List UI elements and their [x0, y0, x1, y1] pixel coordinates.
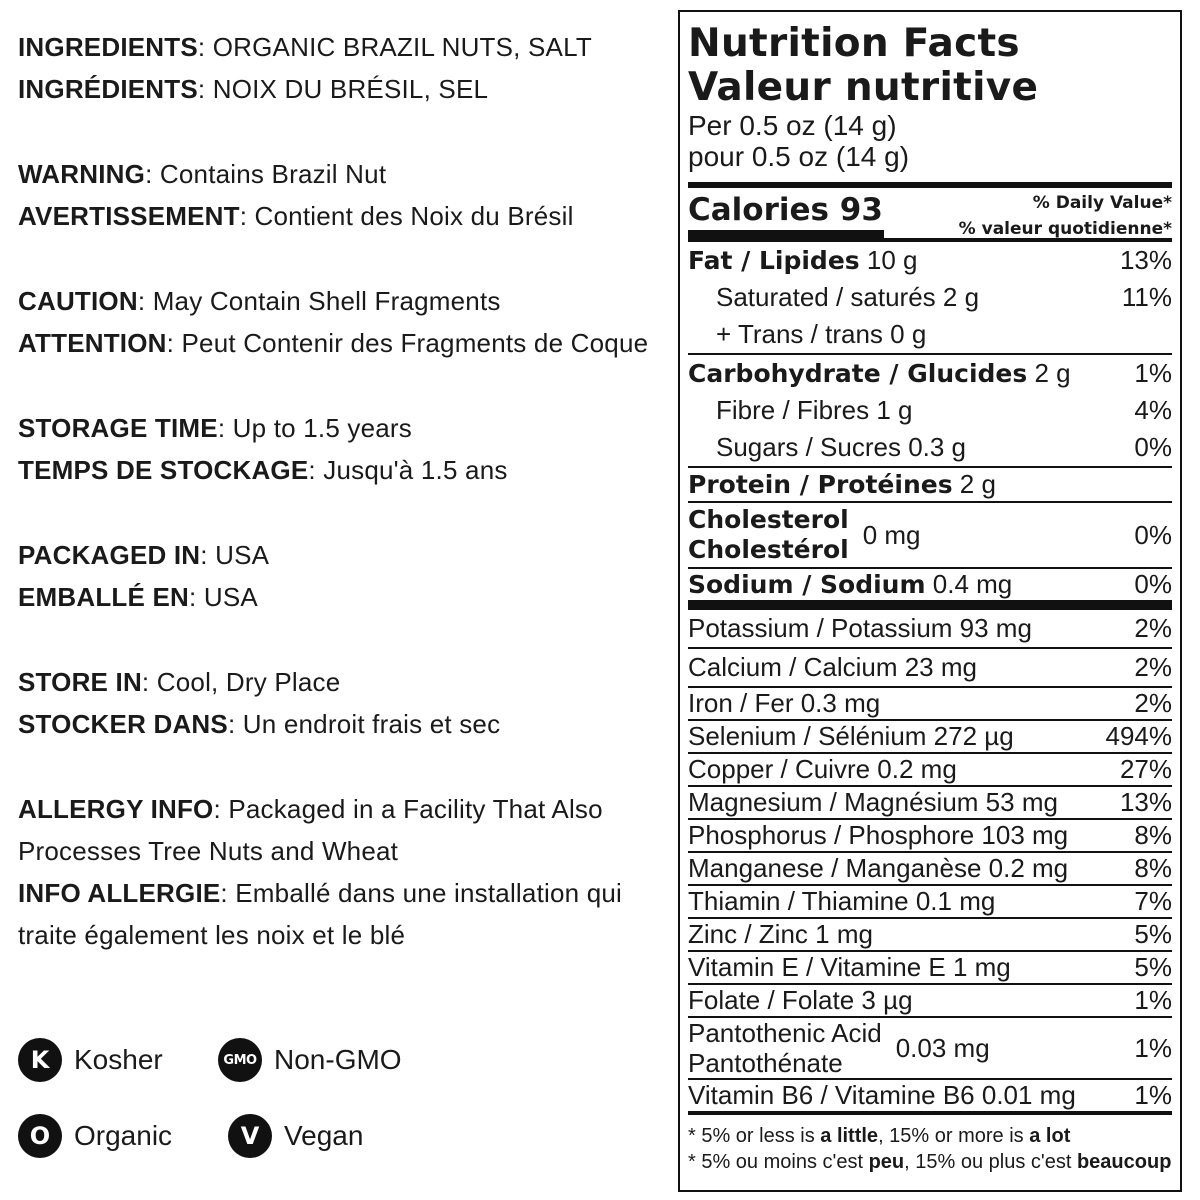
mineral-row: Calcium / Calcium 23 mg 2%	[688, 649, 1172, 688]
ingredients-en: INGREDIENTS: ORGANIC BRAZIL NUTS, SALT	[18, 32, 592, 62]
organic-icon: O	[18, 1114, 62, 1158]
fat-row: Fat / Lipides 10 g 13%	[688, 245, 1172, 275]
trans-row: + Trans / trans 0 g	[716, 319, 927, 349]
pantothenic-acid-row: Pantothenic Acid Pantothénate 0.03 mg 1%	[688, 1018, 1172, 1078]
mineral-row: Phosphorus / Phosphore 103 mg 8%	[688, 820, 1172, 853]
storage-time-fr: TEMPS DE STOCKAGE: Jusqu'à 1.5 ans	[18, 455, 508, 485]
non-gmo-badge	[218, 1038, 402, 1082]
title-valeur-nutritive: Valeur nutritive	[688, 65, 1039, 110]
organic-label: Organic	[74, 1120, 173, 1151]
product-info-column	[18, 26, 668, 956]
mineral-row: Potassium / Potassium 93 mg 2%	[688, 610, 1172, 649]
serving-size-en: Per 0.5 oz (14 g)	[688, 110, 897, 141]
storage-time-en: STORAGE TIME: Up to 1.5 years	[18, 413, 412, 443]
warning-en: WARNING: Contains Brazil Nut	[18, 159, 387, 189]
kosher-badge	[18, 1038, 163, 1082]
title-nutrition-facts: Nutrition Facts	[688, 21, 1020, 66]
fibre-row: Fibre / Fibres 1 g 4%	[716, 395, 1172, 425]
serving-size-fr: pour 0.5 oz (14 g)	[688, 141, 910, 172]
non-gmo-icon: GMO	[218, 1038, 262, 1082]
organic-badge	[18, 1114, 172, 1158]
calories-row	[688, 188, 1172, 238]
vitamin-b6-row: Vitamin B6 / Vitamine B6 0.01 mg 1%	[688, 1080, 1172, 1110]
mineral-row: Vitamin E / Vitamine E 1 mg 5%	[688, 952, 1172, 985]
caution-fr: ATTENTION: Peut Contenir des Fragments de Coque	[18, 328, 649, 358]
allergy-info-en: ALLERGY INFO: Packaged in a Facility That Also Processes Tree Nuts and Wheat	[18, 794, 603, 866]
warning-fr: AVERTISSEMENT: Contient des Noix du Brésil	[18, 201, 574, 231]
calories-bar	[688, 230, 884, 238]
ingredients-fr: INGRÉDIENTS: NOIX DU BRÉSIL, SEL	[18, 74, 489, 104]
protein-row: Protein / Protéines 2 g	[688, 469, 996, 499]
saturated-row: Saturated / saturés 2 g 11%	[716, 282, 1172, 312]
calories: Calories 93	[688, 192, 883, 228]
sugars-row: Sugars / Sucres 0.3 g 0%	[716, 432, 1172, 462]
allergy-info-fr: INFO ALLERGIE: Emballé dans une installation qui traite également les noix et le blé	[18, 878, 623, 950]
sodium-row: Sodium / Sodium 0.4 mg 0%	[688, 569, 1172, 599]
mineral-row: Folate / Folate 3 µg 1%	[688, 985, 1172, 1018]
kosher-label: Kosher	[74, 1044, 163, 1075]
non-gmo-label: Non-GMO	[274, 1044, 402, 1075]
vegan-icon: V	[228, 1114, 272, 1158]
mineral-row: Selenium / Sélénium 272 µg 494%	[688, 721, 1172, 754]
certification-badges	[18, 1038, 438, 1178]
mineral-row: Zinc / Zinc 1 mg 5%	[688, 919, 1172, 952]
mineral-row: Magnesium / Magnésium 53 mg 13%	[688, 787, 1172, 820]
packaged-in-fr: EMBALLÉ EN: USA	[18, 582, 258, 612]
kosher-icon: K	[18, 1038, 62, 1082]
store-in-en: STORE IN: Cool, Dry Place	[18, 667, 341, 697]
nutrition-facts-panel	[678, 10, 1182, 1192]
carbohydrate-row: Carbohydrate / Glucides 2 g 1%	[688, 358, 1172, 388]
mineral-row: Iron / Fer 0.3 mg 2%	[688, 688, 1172, 721]
vegan-badge	[228, 1114, 363, 1158]
vegan-label: Vegan	[284, 1120, 364, 1151]
daily-value-heading: % Daily Value* % valeur quotidienne*	[958, 193, 1172, 239]
store-in-fr: STOCKER DANS: Un endroit frais et sec	[18, 709, 501, 739]
daily-value-footnote: * 5% or less is a little, 15% or more is a lot * 5% ou moins c'est peu, 15% ou plus c'est beaucoup	[688, 1125, 1172, 1173]
mineral-row: Manganese / Manganèse 0.2 mg 8%	[688, 853, 1172, 886]
caution-en: CAUTION: May Contain Shell Fragments	[18, 286, 501, 316]
cholesterol-row: Cholesterol Cholestérol 0 mg 0%	[688, 505, 1172, 564]
mineral-row: Copper / Cuivre 0.2 mg 27%	[688, 754, 1172, 787]
mineral-row: Thiamin / Thiamine 0.1 mg 7%	[688, 886, 1172, 919]
packaged-in-en: PACKAGED IN: USA	[18, 540, 270, 570]
